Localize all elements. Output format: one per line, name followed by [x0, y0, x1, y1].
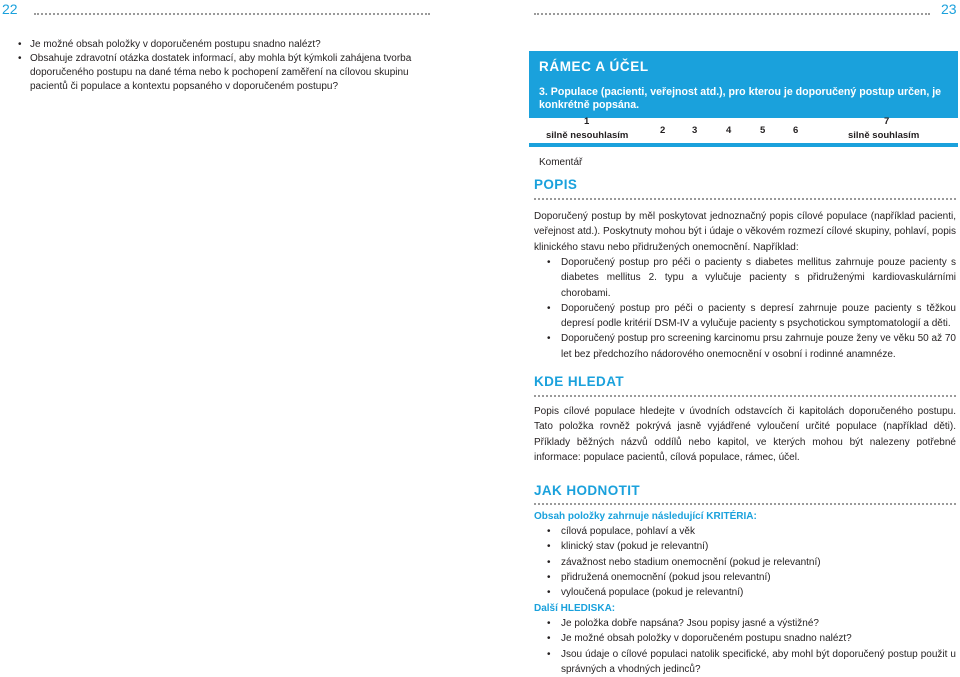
scale-value-7[interactable]: 7 [884, 116, 890, 127]
list-item: • vyloučená populace (pokud je relevantní) [534, 585, 956, 600]
left-question-list [18, 38, 423, 94]
list-item: • Doporučený postup pro péči o pacienty s depresí zahrnuje pouze pacienty s těžkou depresí podle kritérií DSM-IV a vylučuje pacienty s psychotickou symptomatologií a děti. [534, 301, 956, 332]
scale-value-6[interactable]: 6 [793, 125, 799, 136]
popis-title: POPIS [534, 177, 578, 192]
scale-label-agree: silně souhlasím [848, 130, 920, 141]
header-divider-left [34, 13, 430, 15]
page-number-left: 22 [2, 1, 18, 17]
page-number-right: 23 [941, 1, 957, 17]
list-item: • Doporučený postup pro péči o pacienty s diabetes mellitus zahrnuje pouze pacienty s diabetes mellitus 2. typu a vylučuje pacienty s přidruženými kardiovaskulárními chorobami. [534, 255, 956, 301]
list-item: • cílová populace, pohlaví a věk [534, 524, 956, 539]
section-heading: RÁMEC A ÚČEL [539, 59, 649, 74]
kde-hledat-title: KDE HLEDAT [534, 374, 624, 389]
section-divider [534, 198, 956, 200]
scale-value-3[interactable]: 3 [692, 125, 698, 136]
considerations-heading: Další HLEDISKA: [534, 603, 616, 614]
item-rating-box [529, 51, 958, 147]
list-item: • Jsou údaje o cílové populaci natolik specifické, aby mohl být doporučený postup použit u správných a vhodných jedinců? [534, 647, 956, 677]
scale-value-2[interactable]: 2 [660, 125, 666, 136]
kde-hledat-text: Popis cílové populace hledejte v úvodních odstavcích či kapitolách doporučeného postupu. Tato položka rovněž pokrývá jasně vyjádřené vyloučení určité populace (například děti). Příklady běžných názvů oddílů nebo kapitol, ve kterých mohou být nalezeny potřebné informace: populace pacientů, cílová populace, rámec, účel. [534, 406, 956, 463]
criteria-heading: Obsah položky zahrnuje následující KRITÉRIA: [534, 511, 757, 522]
header-divider-right [534, 13, 930, 15]
list-item: • Doporučený postup pro screening karcinomu prsu zahrnuje pouze ženy ve věku 50 až 70 let bez předchozího nádorového onemocnění v osobní i rodinné anamnéze. [534, 331, 956, 362]
list-item: • závažnost nebo stadium onemocnění (pokud je relevantní) [534, 555, 956, 570]
list-item: • klinický stav (pokud je relevantní) [534, 539, 956, 554]
list-item: • Je možné obsah položky v doporučeném postupu snadno nalézt? [534, 631, 956, 646]
list-item: • Obsahuje zdravotní otázka dostatek informací, aby mohla být kýmkoli zahájena tvorba doporučeného postupu na dané téma nebo k pochopení zaměření na cílovou skupinu pacientů či populace a kontextu popsaného v doporučeném postupu? [18, 52, 423, 94]
section-divider [534, 395, 956, 397]
list-item: • Je možné obsah položky v doporučeném postupu snadno nalézt? [18, 38, 423, 52]
scale-label-disagree: silně nesouhlasím [546, 130, 629, 141]
considerations-list [534, 616, 956, 677]
rating-scale [529, 118, 958, 143]
list-item: • přidružená onemocnění (pokud jsou relevantní) [534, 570, 956, 585]
criteria-list [534, 524, 956, 600]
section-divider [534, 503, 956, 505]
item-question: 3. Populace (pacienti, veřejnost atd.), pro kterou je doporučený postup určen, je konkrétně popsána. [539, 86, 942, 111]
scale-value-5[interactable]: 5 [760, 125, 766, 136]
scale-value-1[interactable]: 1 [584, 116, 590, 127]
scale-value-4[interactable]: 4 [726, 125, 732, 136]
list-item: • Je položka dobře napsána? Jsou popisy jasné a výstižné? [534, 616, 956, 631]
jak-hodnotit-title: JAK HODNOTIT [534, 483, 641, 498]
popis-examples [534, 255, 956, 362]
popis-intro: Doporučený postup by měl poskytovat jednoznačný popis cílové populace (například pacienti, veřejnost atd.). Poskytnuty mohou být i údaje o věkovém rozmezí cílové skupiny, pohlaví, popis klinického stavu nebo přidružených onemocnění. Například: [534, 211, 956, 253]
comment-label: Komentář [539, 157, 583, 168]
